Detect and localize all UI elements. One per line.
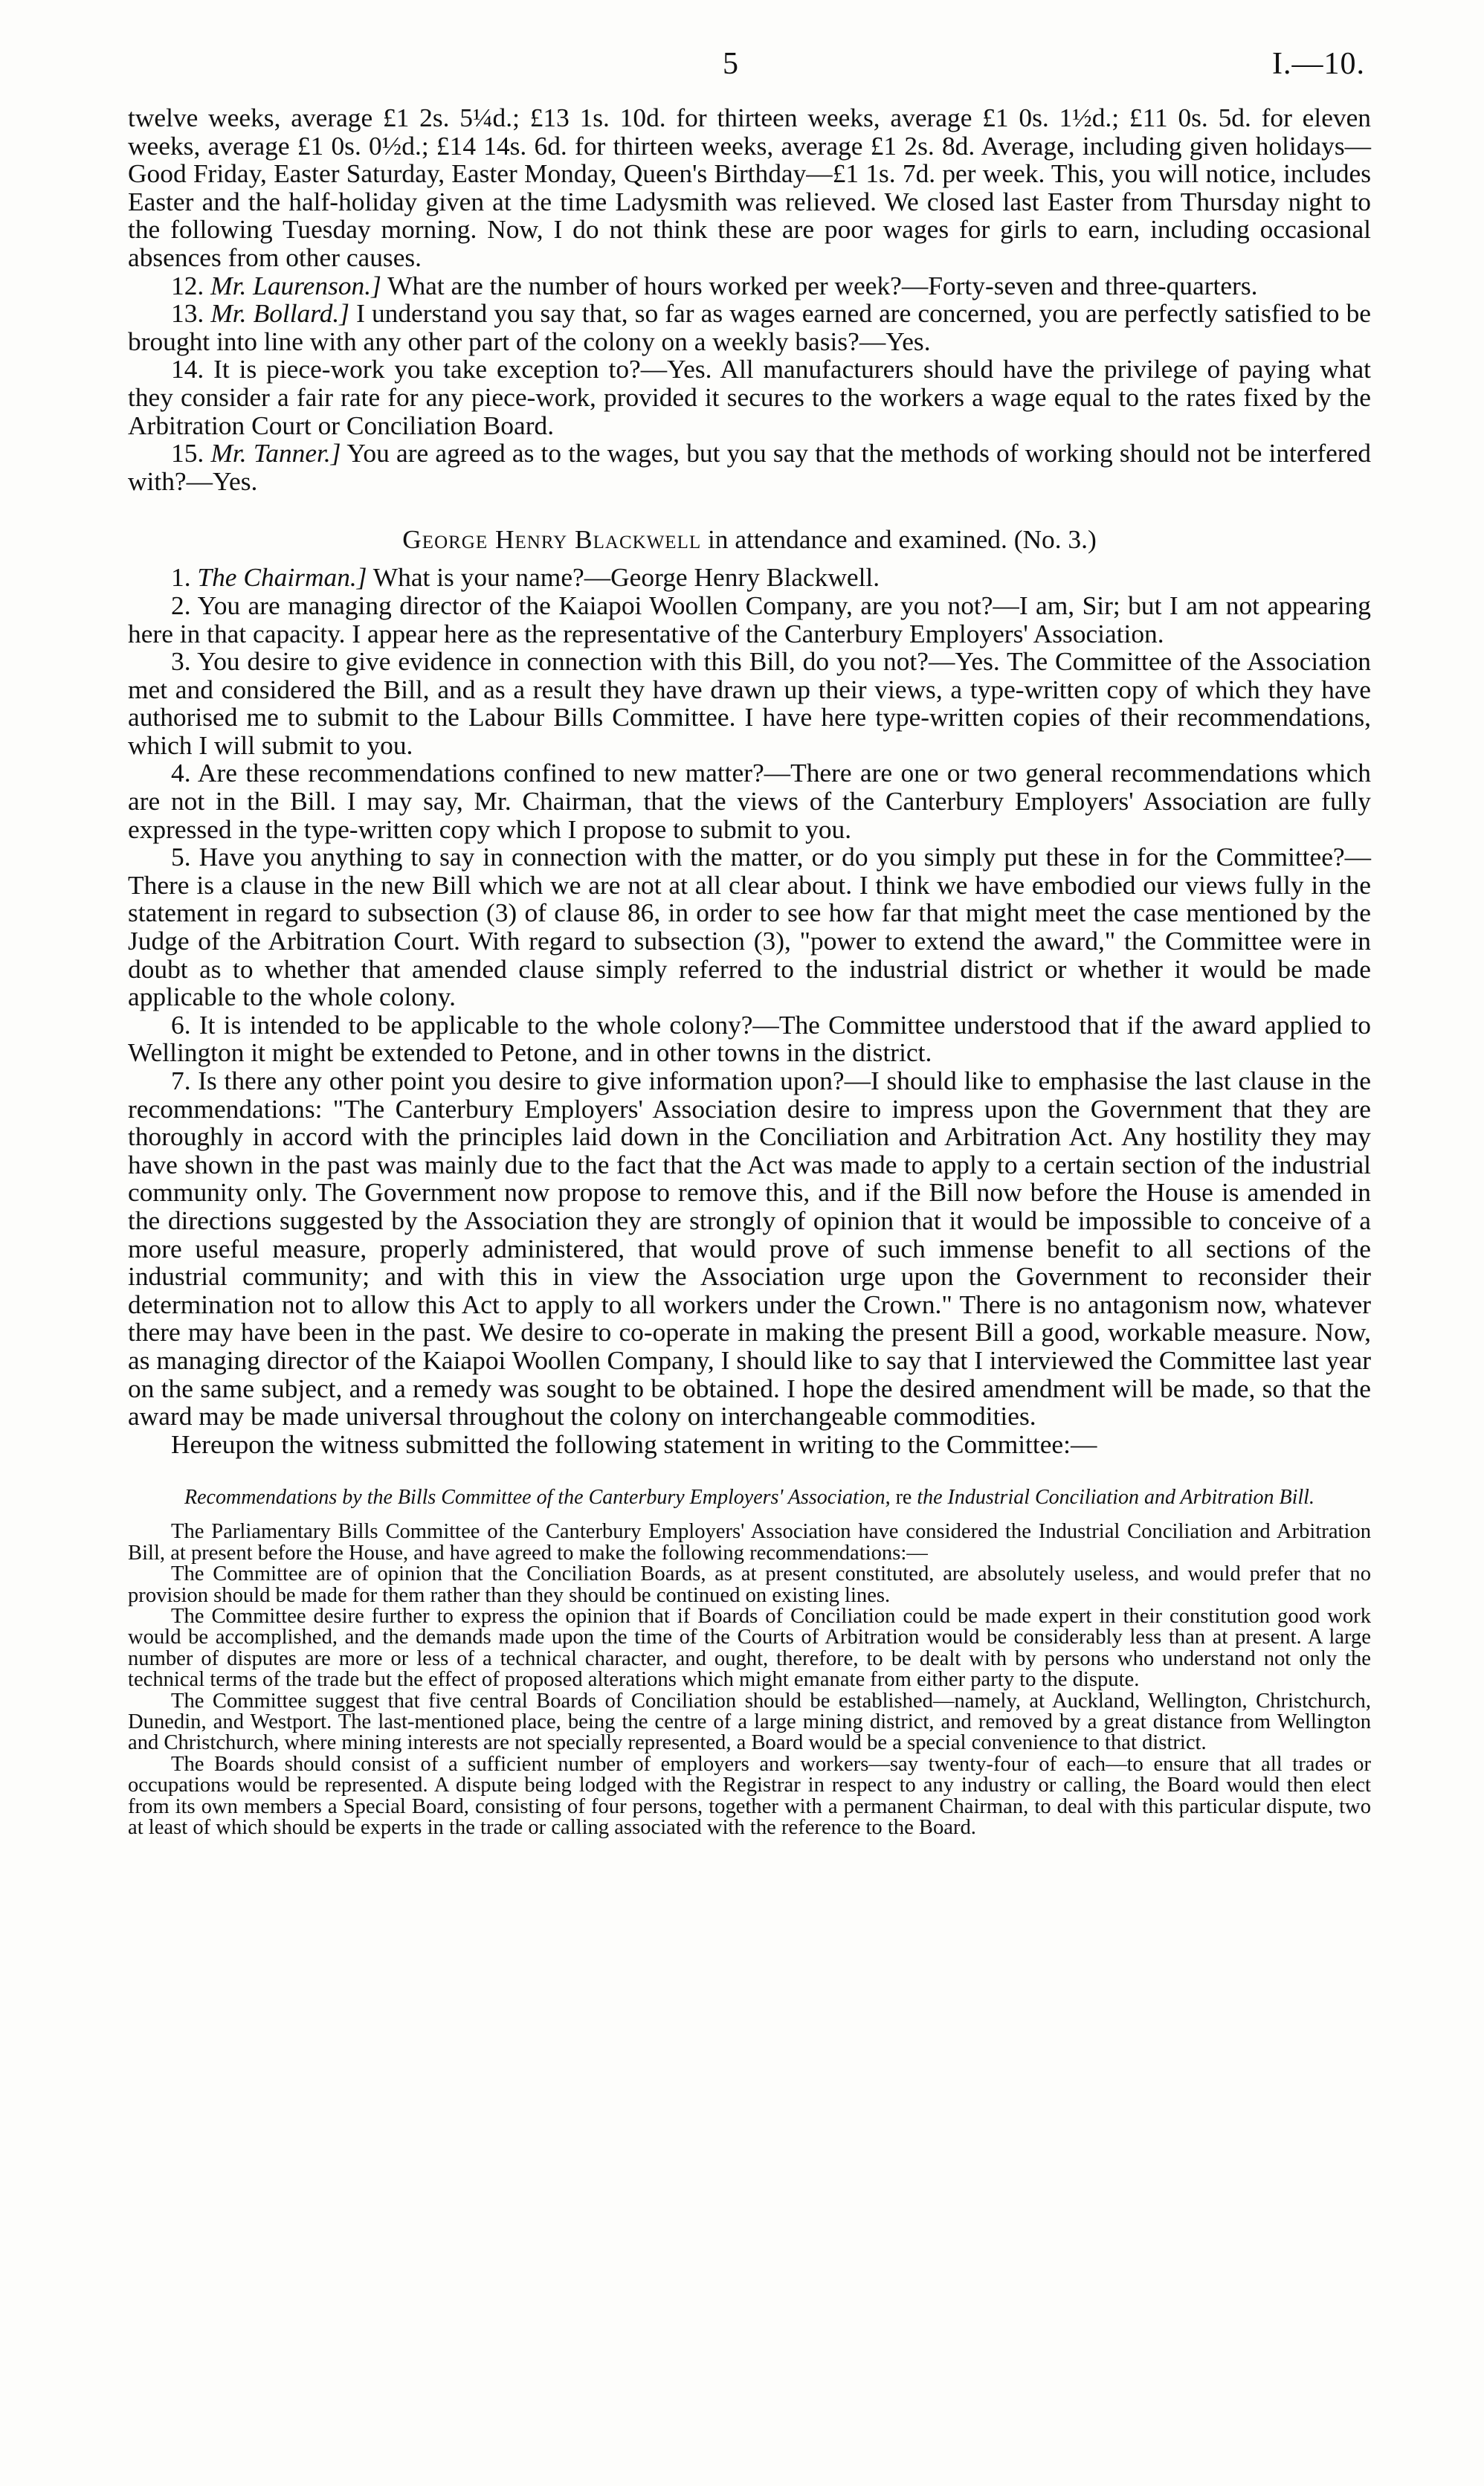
question-15: 15. Mr. Tanner.] You are agreed as to the wages, but you say that the methods of working should not be interfered with?—Yes. (128, 438, 1371, 496)
recommendation-paragraph: The Committee suggest that five central Boards of Conciliation should be established—namely, at Auckland, Wellington, Christchurch, Dunedin, and Westport. The last-mentioned place, being the centre of a large mining district, and removed by a great distance from Wellington and Christchurch, where mining interests are not specially represented, a Board would be a special convenience to that district. (128, 1689, 1371, 1755)
recommendation-paragraph: The Boards should consist of a sufficient number of employers and workers—say twenty-four of each—to ensure that all trades or occupations would be represented. A dispute being lodged with the Registrar in respect to any industry or calling, the Board would then elect from its own members a Special Board, consisting of four persons, together with a permanent Chairman, to deal with this particular dispute, two at least of which should be experts in the trade or calling associated with the reference to the Board. (128, 1752, 1371, 1839)
recommendation-paragraph: The Parliamentary Bills Committee of the Canterbury Employers' Association have considered the Industrial Conciliation and Arbitration Bill, at present before the House, and have agreed to make the following recommendations:— (128, 1520, 1371, 1565)
page-number: 5 (723, 47, 738, 81)
examination-question-1: 1. The Chairman.] What is your name?—George Henry Blackwell. (171, 562, 880, 593)
witness-heading: George Henry Blackwell in attendance and examined. (No. 3.) (402, 524, 1097, 555)
examination-question-7: 7. Is there any other point you desire to give information upon?—I should like to emphasise the last clause in the recommendations: "The Canterbury Employers' Association desire to impress upon the Government that they are thoroughly in accord with the principles laid down in the Conciliation and Arbitration Act. Any hostility they may have shown in the past was mainly due to the fact that the Act was made to apply to a certain section of the industrial community only. The Government now propose to remove this, and if the Bill now before the House is amended in the directions suggested by the Association they are strongly of opinion that it would be impossible to conceive of a more useful measure, properly administered, that would prove of such immense benefit to all sections of the industrial community; and with this in view the Association urge upon the Government to reconsider their determination not to allow this Act to apply to all workers under the Crown." There is no antagonism now, whatever there may have been in the past. We desire to co-operate in making the present Bill a good, workable measure. Now, as managing director of the Kaiapoi Woollen Company, I should like to say that I interviewed the Committee last year on the same subject, and a remedy was sought to be obtained. I hope the desired amendment will be made, so that the award may be made universal throughout the colony on interchangeable commodities. (128, 1066, 1371, 1432)
document-body (128, 104, 1371, 1838)
recommendations-title: Recommendations by the Bills Committee of the Canterbury Employers' Association, re the Industrial Conciliation and Arbitration Bill. (184, 1486, 1314, 1510)
examination-question-3: 3. You desire to give evidence in connection with this Bill, do you not?—Yes. The Committee of the Association met and considered the Bill, and as a result they have drawn up their views, a type-written copy of which they have authorised me to submit to the Labour Bills Committee. I have here type-written copies of their recommendations, which I will submit to you. (128, 646, 1371, 760)
speaker-name: The Chairman.] (197, 562, 367, 593)
recommendation-paragraph: The Committee desire further to express the opinion that if Boards of Conciliation could be made expert in their constitution good work would be accomplished, and the demands made upon the time of the Courts of Arbitration would be considerably less than at present. A large number of disputes are more or less of a technical character, and ought, therefore, to be dealt with by persons who understand not only the technical terms of the trade but the effect of proposed alterations which might emanate from either party to the dispute. (128, 1604, 1371, 1692)
examination-question-4: 4. Are these recommendations confined to new matter?—There are one or two general recommendations which are not in the Bill. I may say, Mr. Chairman, that the views of the Canterbury Employers' Association are fully expressed in the type-written copy which I propose to submit to you. (128, 758, 1371, 844)
continued-paragraph: twelve weeks, average £1 2s. 5¼d.; £13 1s. 10d. for thirteen weeks, average £1 0s. 1½d.; £11 0s. 5d. for eleven weeks, average £1 0s. 0½d.; £14 14s. 6d. for thirteen weeks, average £1 2s. 8d. Average, including given holidays—Good Friday, Easter Saturday, Easter Monday, Queen's Birthday—£1 1s. 7d. per week. This, you will notice, includes Easter and the half-holiday given at the time Ladysmith was relieved. We closed last Easter from Thursday night to the following Tuesday morning. Now, I do not think these are poor wages for girls to earn, including occasional absences from other causes. (128, 103, 1371, 272)
page-header (128, 46, 1365, 91)
question-14: 14. It is piece-work you take exception to?—Yes. All manufacturers should have the privilege of paying what they consider a fair rate for any piece-work, provided it secures to the workers a wage equal to the rates fixed by the Arbitration Court or Conciliation Board. (128, 354, 1371, 440)
examination-question-6: 6. It is intended to be applicable to the whole colony?—The Committee understood that if the award applied to Wellington it might be extended to Petone, and in other towns in the district. (128, 1009, 1371, 1068)
examination-question-2: 2. You are managing director of the Kaiapoi Woollen Company, are you not?—I am, Sir; but I am not appearing here in that capacity. I appear here as the representative of the Canterbury Employers' Association. (128, 590, 1371, 648)
question-12: 12. Mr. Laurenson.] What are the number of hours worked per week?—Forty-seven and three-quarters. (171, 270, 1258, 300)
question-13: 13. Mr. Bollard.] I understand you say that, so far as wages earned are concerned, you are perfectly satisfied to be brought into line with any other part of the colony on a weekly basis?—Yes. (128, 298, 1371, 356)
statement-intro: Hereupon the witness submitted the following statement in writing to the Committee:— (171, 1429, 1097, 1459)
parliamentary-paper-reference: I.—10. (1272, 47, 1365, 81)
speaker-name: Mr. Tanner.] (210, 438, 341, 468)
examination-question-5: 5. Have you anything to say in connection with the matter, or do you simply put these in for the Committee?—There is a clause in the new Bill which we are not at all clear about. I think we have embodied our views fully in the statement in regard to subsection (3) of clause 86, in order to see how far that might meet the case mentioned by the Judge of the Arbitration Court. With regard to subsection (3), "power to extend the award," the Committee were in doubt as to whether that amended clause simply referred to the industrial district or whether it would be made applicable to the whole colony. (128, 842, 1371, 1012)
speaker-name: Mr. Laurenson.] (210, 270, 381, 300)
witness-name: George Henry Blackwell (402, 524, 702, 555)
recommendation-paragraph: The Committee are of opinion that the Conciliation Boards, as at present constituted, are absolutely useless, and would prefer that no provision should be made for them rather than they should be continued on existing lines. (128, 1562, 1371, 1607)
speaker-name: Mr. Bollard.] (210, 298, 350, 329)
